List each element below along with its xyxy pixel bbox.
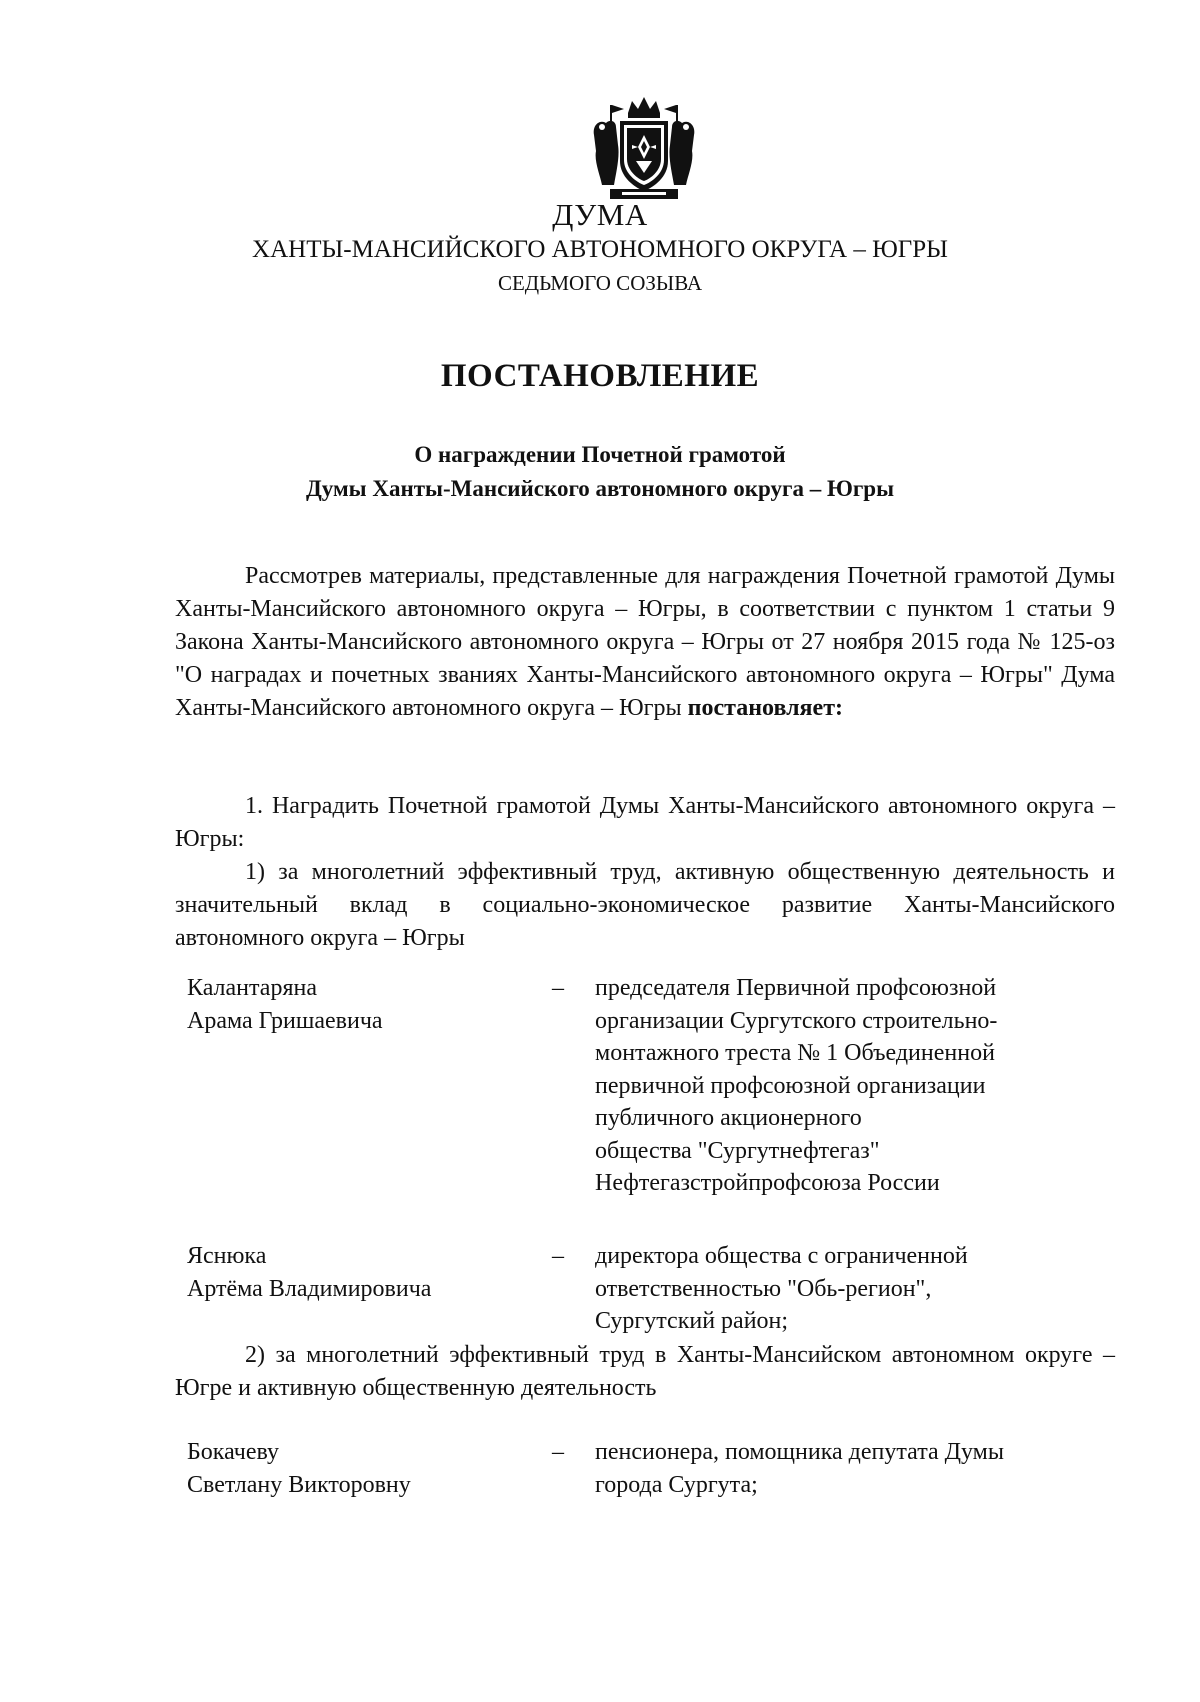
- awardee-description: [595, 972, 1115, 1200]
- description-line: Нефтегазстройпрофсоюза России: [595, 1170, 940, 1196]
- description-line: организации Сургутского строительно-: [595, 1007, 998, 1034]
- awardee-surname: Калантаряна: [187, 975, 317, 1001]
- awardee-description: [595, 1240, 1115, 1338]
- item-1-2-paragraph: 2) за многолетний эффективный труд в Ханты-Мансийском автономном округе – Югре и активную общественную деятельность: [175, 1342, 1115, 1401]
- description-line: ответственностью "Обь-регион",: [595, 1275, 932, 1302]
- awardee-dash: –: [552, 1243, 564, 1269]
- organ-title: ДУМА: [552, 197, 648, 232]
- document-subject: [0, 438, 1200, 506]
- awardee-dash: –: [552, 975, 564, 1001]
- preamble-paragraph: [175, 560, 1115, 725]
- description-line: города Сургута;: [595, 1471, 758, 1498]
- awardee-description: [595, 1436, 1115, 1501]
- awardee-name: [187, 972, 527, 1037]
- description-line: первичной профсоюзной организации: [595, 1072, 986, 1099]
- resolves-word: постановляет:: [687, 695, 843, 721]
- coat-of-arms-emblem: [588, 95, 700, 205]
- convocation-title: СЕДЬМОГО СОЗЫВА: [497, 271, 703, 295]
- awardee-given-name: Арама Гришаевича: [187, 1007, 383, 1034]
- subject-line-2: Думы Ханты-Мансийского автономного округа – Югры: [305, 476, 895, 501]
- awardee-given-name: Светлану Викторовну: [187, 1471, 411, 1498]
- item-1-1-paragraph: 1) за многолетний эффективный труд, активную общественную деятельность и значительный вклад в социально-экономическое развитие Ханты-Мансийского автономного округа – Югры: [175, 859, 1115, 951]
- description-line: Сургутский район;: [595, 1308, 789, 1334]
- description-line: председателя Первичной профсоюзной: [595, 975, 997, 1001]
- region-title: ХАНТЫ-МАНСИЙСКОГО АВТОНОМНОГО ОКРУГА – ЮГРЫ: [252, 236, 948, 263]
- preamble-text: Рассмотрев материалы, представленные для награждения Почетной грамотой Думы Ханты-Мансийского автономного округа – Югры, в соответствии с пунктом 1 статьи 9 Закона Ханты-Мансийского автономного округа – Югры от 27 ноября 2015 года № 125-оз "О наградах и почетных званиях Ханты-Мансийского автономного округа – Югры" Дума Ханты-Мансийского автономного округа – Югры: [175, 563, 1115, 721]
- awardee-dash: –: [552, 1439, 564, 1465]
- description-line: публичного акционерного: [595, 1105, 862, 1131]
- document-type-heading: ПОСТАНОВЛЕНИЕ: [440, 358, 760, 394]
- item-1-paragraph: 1. Наградить Почетной грамотой Думы Ханты-Мансийского автономного округа – Югры:: [175, 793, 1115, 852]
- description-line: общества "Сургутнефтегаз": [595, 1137, 880, 1164]
- awardee-surname: Яснюка: [187, 1243, 267, 1269]
- awardee-name: [187, 1436, 527, 1501]
- description-line: монтажного треста № 1 Объединенной: [595, 1040, 995, 1066]
- awardee-given-name: Артёма Владимировича: [187, 1275, 432, 1302]
- awardee-name: [187, 1240, 527, 1305]
- subject-line-1: О награждении Почетной грамотой: [414, 442, 786, 467]
- awardee-surname: Бокачеву: [187, 1439, 280, 1465]
- description-line: пенсионера, помощника депутата Думы: [595, 1439, 1004, 1465]
- description-line: директора общества с ограниченной: [595, 1243, 968, 1269]
